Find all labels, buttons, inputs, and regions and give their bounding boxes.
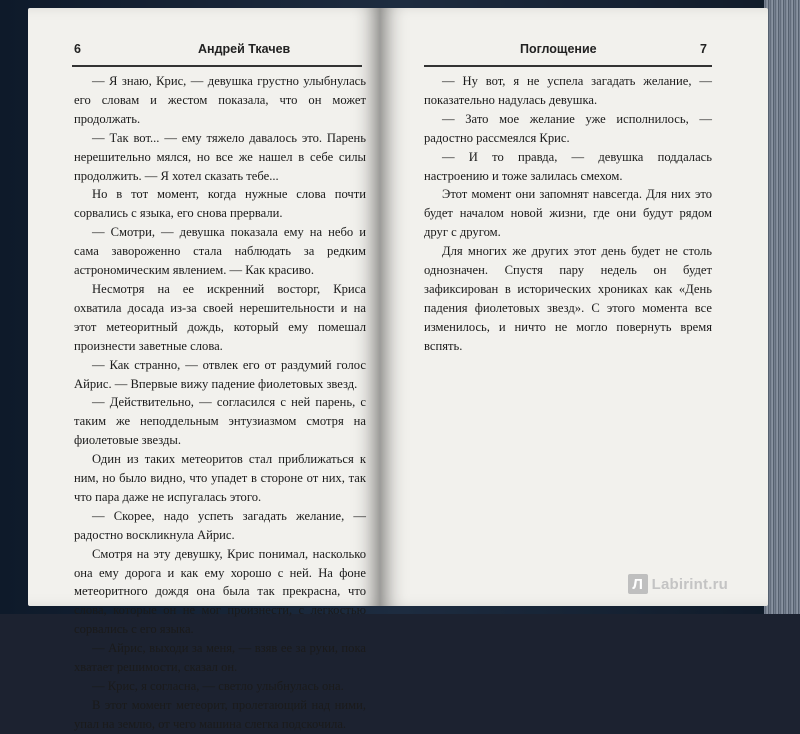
paragraph: — Я знаю, Крис, — девушка грустно улыбнулась его словам и жестом показала, что он может продолжать. <box>74 74 366 126</box>
paragraph: — Смотри, — девушка показала ему на небо и сама завороженно стала наблюдать за редким астрономическим явлением. — Как красиво. <box>74 225 366 278</box>
paragraph: — Как странно, — отвлек его от раздумий голос Айрис. — Впервые вижу падение фиолетовых звезд. <box>74 357 366 391</box>
left-page-number: 6 <box>74 42 81 56</box>
paragraph: — Действительно, — согласился с ней парень, с таким же неподдельным энтузиазмом смотря на фиолетовые звезды. <box>74 395 366 448</box>
paragraph: — Айрис, выходи за меня, — взяв ее за руки, пока хватает решимости, сказал он. <box>74 641 366 675</box>
right-page-header <box>380 42 768 60</box>
paragraph: — Зато мое желание уже исполнилось, — радостно рассмеялся Крис. <box>424 111 712 145</box>
paragraph: Смотря на эту девушку, Крис понимал, насколько она ему дорога и как ему хорошо с ней. На фоне метеоритного дождя она была так прекрасна, что слова, которые он не мог произнести, с легкостью сорвались с его языка. <box>74 546 366 637</box>
left-running-head: Андрей Ткачев <box>198 42 291 56</box>
paragraph: — Скорее, надо успеть загадать желание, — радостно воскликнула Айрис. <box>74 508 366 542</box>
right-page <box>380 8 768 606</box>
paragraph: Но в тот момент, когда нужные слова почти сорвались с языка, его снова прервали. <box>74 187 366 221</box>
labirint-logo-icon: Л <box>628 574 648 594</box>
left-page-text <box>74 72 366 734</box>
book-page-edges <box>764 0 800 614</box>
paragraph: — Ну вот, я не успела загадать желание, — показательно надулась девушка. <box>424 74 712 107</box>
watermark-text: Labirint.ru <box>651 575 728 593</box>
paragraph: В этот момент метеорит, пролетающий над ними, упал на землю, от чего машина слегка подскочила. <box>74 697 366 731</box>
paragraph: Один из таких метеоритов стал приближаться к ним, но было видно, что упадет в стороне от них, так что пара даже не испугалась этого. <box>74 452 366 504</box>
labirint-watermark <box>628 574 728 594</box>
left-page-header <box>28 42 380 60</box>
paragraph: Для многих же других этот день будет не столь однозначен. Спустя пару недель он будет зафиксирован в исторических хрониках как «День падения фиолетовых звезд». С этого момента все изменилось, и ничто не могло повернуть время вспять. <box>424 244 712 353</box>
paragraph: — И то правда, — девушка поддалась настроению и тоже залилась смехом. <box>424 149 712 183</box>
left-header-rule <box>72 65 362 67</box>
paragraph: — Крис, я согласна, — светло улыбнулась она. <box>92 679 344 693</box>
paragraph: — Так вот... — ему тяжело давалось это. Парень нерешительно мялся, но все же нашел в себе силы продолжить. — Я хотел сказать тебе... <box>74 130 366 183</box>
left-page <box>28 8 380 731</box>
paragraph: Несмотря на ее искренний восторг, Криса охватила досада из-за своей нерешительности и на этот метеоритный дождь, который ему помешал произнести заветные слова. <box>74 281 366 353</box>
right-page-number: 7 <box>700 42 707 56</box>
paragraph: Этот момент они запомнят навсегда. Для них это будет началом новой жизни, где они будут рядом друг с другом. <box>424 187 712 240</box>
right-running-head: Поглощение <box>520 42 597 56</box>
right-page-text <box>424 72 712 356</box>
right-header-rule <box>424 65 712 67</box>
